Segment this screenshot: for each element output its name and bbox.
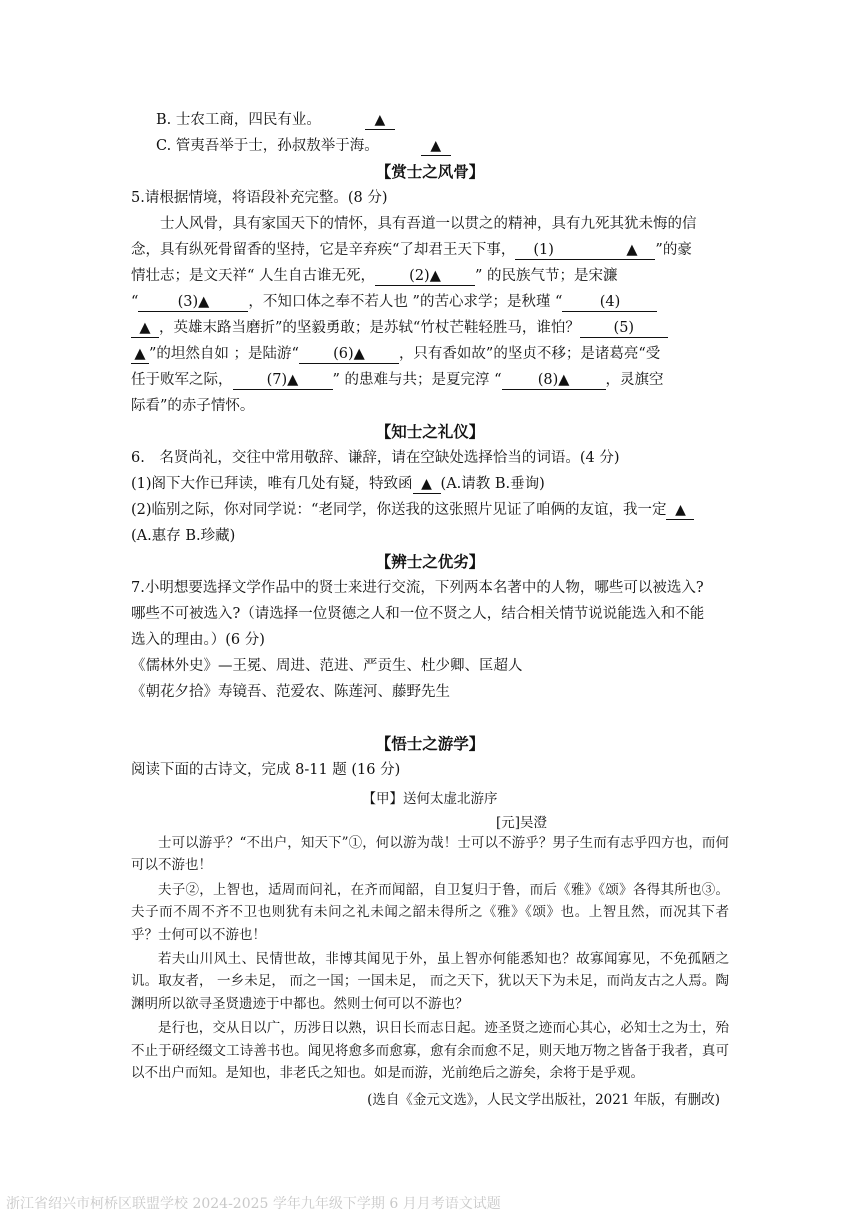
section-heading-distinguish: 【辨士之优劣】 — [375, 552, 485, 571]
section-heading-travel: 【悟士之游学】 — [375, 734, 485, 753]
q5-line-8: 际看”的赤子情怀。 — [131, 398, 255, 414]
fill-blank-4: (4) — [562, 293, 657, 312]
option-b: B. 士农工商，四民有业。 ▲ — [156, 110, 395, 130]
question-7-line-1: 7.小明想要选择文学作品中的贤士来进行交流，下列两本名著中的人物，哪些可以被选入? — [131, 580, 704, 596]
fill-blank-5: (5) — [580, 319, 668, 338]
fill-blank-6: (6)▲ — [299, 345, 399, 364]
reading-intro: 阅读下面的古诗文，完成 8-11 题 (16 分) — [131, 762, 401, 778]
passage-author: [元]吴澄 — [496, 815, 548, 831]
book-rulin: 《儒林外史》—王冕、周进、范进、严贡生、杜少卿、匡超人 — [131, 658, 523, 674]
question-7-line-3: 选入的理由。）(6 分) — [131, 632, 265, 648]
q5-line-2: 念，具有纵死骨留香的坚持，它是辛弃疾“了却君王天下事， (1) ▲ ”的豪 — [131, 242, 692, 258]
q5-line-3: 情壮志；是文天祥“ 人生自古谁无死， (2)▲ ” 的民族气节；是宋濂 — [131, 268, 618, 284]
answer-blank: ▲ — [413, 475, 441, 494]
question-7-line-2: 哪些不可被选入?（请选择一位贤德之人和一位不贤之人，结合相关情节说说能选入和不能 — [131, 606, 705, 622]
q5-line-6: ▲ ”的坦然自如 ；是陆游“ (6)▲ ，只有香如故”的坚贞不移；是诸葛亮“受 — [131, 344, 660, 364]
answer-blank: ▲ — [421, 137, 451, 156]
q5-line-5: ▲ ，英雄末路当磨折”的坚毅勇敢；是苏轼“竹杖芒鞋轻胜马，谁怕？ (5) — [131, 318, 668, 338]
passage-paragraph-3: 若夫山川风土、民情世故，非博其闻见于外，虽上智亦何能悉知也？故寡闻寡见，不免孤陋之讥。取友者， 一乡未足， 而之一国；一国未足， 而之天下，犹以天下为未足，而尚友古之人焉。陶渊明所以欲寻圣贤遗迹于中都也。然则士何可以不游也？ — [131, 951, 729, 1012]
q6-item-1: (1)阁下大作已拜读，唯有几处有疑，特致函 ▲ (A.请教 B.垂询) — [131, 476, 545, 492]
passage-paragraph-2: 夫子②，上智也，适周而问礼，在齐而闻韶，自卫复归于鲁，而后《雅》《颂》各得其所也③。夫子而不周不齐不卫也则犹有未问之礼未闻之韶未得所之《雅》《颂》也。上智且然，而况其下者乎？士何可以不游也！ — [131, 881, 729, 943]
question-5-prompt: 5.请根据情境，将语段补充完整。(8 分) — [131, 190, 388, 206]
q6-item-2-options: (A.惠存 B.珍藏) — [131, 528, 236, 544]
section-heading-etiquette: 【知士之礼仪】 — [375, 422, 485, 441]
answer-blank: ▲ — [666, 501, 694, 520]
option-c: C. 管夷吾举于士，孙叔敖举于海。 ▲ — [156, 136, 451, 156]
book-zhaohua: 《朝花夕拾》寿镜吾、范爱农、陈莲河、藤野先生 — [131, 684, 450, 700]
passage-body — [131, 832, 729, 1086]
q6-item-2: (2)临别之际，你对同学说：“老同学，你送我的这张照片见证了咱俩的友谊，我一定 ▲ — [131, 500, 694, 520]
fill-blank-2: (2)▲ — [375, 267, 475, 286]
answer-blank: ▲ — [365, 111, 395, 130]
q5-line-1: 士人风骨，具有家国天下的情怀，具有吾道一以贯之的精神，具有九死其犹未悔的信 — [160, 216, 697, 232]
fill-blank-7: (7)▲ — [233, 371, 333, 390]
passage-paragraph-1: 士可以游乎？“不出户，知天下”①，何以游为哉！士可以不游乎？男子生而有志乎四方也，而何可以不游也！ — [131, 835, 729, 874]
q5-line-7: 任于败军之际， (7)▲ ” 的患难与共；是夏完淳 “ (8)▲ ，灵旗空 — [131, 372, 664, 388]
passage-paragraph-4: 是行也，交从日以广，历涉日以熟，识日长而志日起。迹圣贤之迹而心其心，必知士之为士，殆不止于研经缀文工诗善书也。闻见将愈多而愈寡，愈有余而愈不足，则天地万物之皆备于我者，真可以不出户而知。是知也，非老氏之知也。如是而游，光前绝后之游矣，余将于是乎观。 — [131, 1020, 729, 1082]
question-6-prompt: 6. 名贤尚礼，交往中常用敬辞、谦辞，请在空缺处选择恰当的词语。(4 分) — [131, 450, 620, 466]
q5-line-4: “ (3)▲ ，不知口体之奉不若人也 ”的苦心求学；是秋瑾 “ (4) — [131, 292, 657, 312]
fill-blank-3: (3)▲ — [138, 293, 248, 312]
footer-watermark: 浙江省绍兴市柯桥区联盟学校 2024-2025 学年九年级下学期 6 月月考语文试题 — [6, 1196, 501, 1212]
passage-source: (选自《金元文选》，人民文学出版社，2021 年版，有删改) — [367, 1092, 720, 1108]
fill-blank-8: (8)▲ — [502, 371, 606, 390]
section-heading-appreciate: 【赏士之风骨】 — [375, 162, 485, 181]
passage-title: 【甲】送何太虚北游序 — [362, 791, 498, 807]
fill-blank-1: (1) ▲ — [515, 241, 655, 260]
